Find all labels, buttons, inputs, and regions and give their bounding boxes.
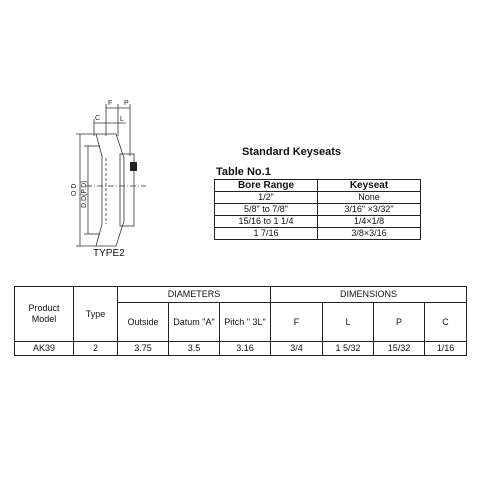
bore-range-cell: 5/8" to 7/8" [215, 204, 318, 216]
outside-header: Outside [118, 303, 169, 342]
p-header: P [374, 303, 425, 342]
keyseats-table-title: Table No.1 [216, 166, 271, 178]
dim-dd-label: D.D(P.D) [81, 180, 88, 208]
keyseat-header: Keyseat [318, 180, 421, 192]
c-cell: 1/16 [425, 342, 467, 356]
product-model-cell: AK39 [15, 342, 74, 356]
p-cell: 15/32 [374, 342, 425, 356]
spec-table [14, 286, 467, 356]
dim-c-label: C [95, 115, 101, 122]
c-header: C [425, 303, 467, 342]
keyseats-table [214, 179, 421, 240]
dim-f-label: F [108, 100, 113, 107]
keyseat-cell: None [318, 192, 421, 204]
keyseat-cell: 3/16" ×3/32" [318, 204, 421, 216]
bore-range-header: Bore Range [215, 180, 318, 192]
dim-p-label: P [124, 100, 129, 107]
table-row [15, 342, 467, 356]
f-cell: 3/4 [271, 342, 323, 356]
datum-a-cell: 3.5 [169, 342, 220, 356]
l-header: L [323, 303, 374, 342]
datum-a-header: Datum "A" [169, 303, 220, 342]
f-header: F [271, 303, 323, 342]
type-cell: 2 [74, 342, 118, 356]
type-header: Type [74, 287, 118, 342]
table-row [215, 216, 421, 228]
keyseat-cell: 3/8×3/16 [318, 228, 421, 240]
keyseat-cell: 1/4×1/8 [318, 216, 421, 228]
pitch-3l-cell: 3.16 [220, 342, 271, 356]
dimensions-header: DIMENSIONS [271, 287, 467, 303]
dim-l-label: L [120, 116, 124, 123]
drawing-type-label: TYPE2 [93, 248, 125, 259]
bore-range-cell: 15/16 to 1 1/4 [215, 216, 318, 228]
keyseats-title: Standard Keyseats [242, 146, 342, 158]
table-row [215, 204, 421, 216]
spec-header-row-1 [15, 287, 467, 303]
table-row [215, 228, 421, 240]
bore-range-cell: 1/2" [215, 192, 318, 204]
pulley-drawing [66, 96, 156, 266]
bore-range-cell: 1 7/16 [215, 228, 318, 240]
l-cell: 1 5/32 [323, 342, 374, 356]
dim-od-label: O D [71, 183, 78, 196]
product-model-header: Product Model [15, 287, 74, 342]
keyseats-header-row [215, 180, 421, 192]
outside-cell: 3.75 [118, 342, 169, 356]
pitch-3l-header: Pitch " 3L" [220, 303, 271, 342]
diameters-header: DIAMETERS [118, 287, 271, 303]
table-row [215, 192, 421, 204]
set-screw-icon [130, 162, 137, 171]
